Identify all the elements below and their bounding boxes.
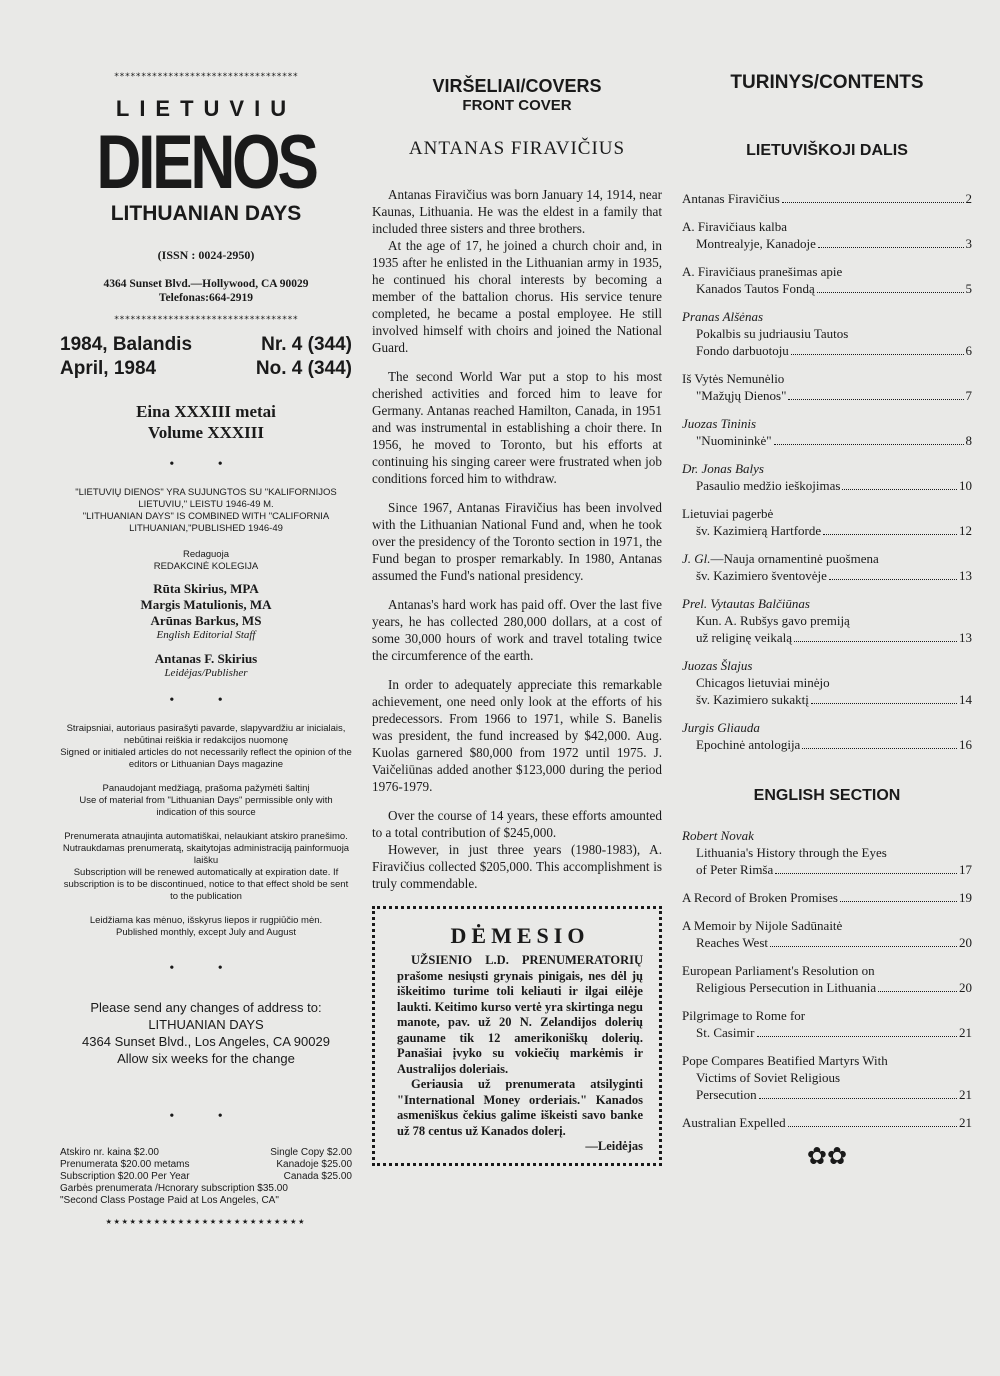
toc-page-number: 7 bbox=[965, 388, 972, 403]
toc-title: Pasaulio medžio ieškojimas bbox=[696, 478, 841, 493]
toc-entry[interactable] bbox=[682, 263, 972, 297]
article-paragraph: However, in just three years (1980-1983), A. Firavičius collected $205,000. This accomplishment is truly commendable. bbox=[372, 842, 662, 891]
toc-entry[interactable] bbox=[682, 460, 972, 494]
date-en: April, 1984 bbox=[60, 358, 157, 379]
toc-title-line: Pokalbis su judriausiu Tautos bbox=[696, 326, 849, 341]
toc-title-line: A. Firavičiaus kalba bbox=[682, 219, 788, 234]
toc-title-line: Kun. A. Rubšys gavo premiją bbox=[696, 613, 850, 628]
toc-title-line: —Nauja ornamentinė puošmena bbox=[710, 551, 879, 566]
article-paragraph: Antanas's hard work has paid off. Over the last five years, he has collected 280,000 dollars, at a cost of some 30,000 hours of work and travel totaling twice the circumference of the earth. bbox=[372, 597, 662, 663]
editorial-staff bbox=[60, 581, 352, 629]
publisher-role: Leidėjas/Publisher bbox=[164, 667, 248, 679]
toc-page-number: 20 bbox=[959, 935, 972, 950]
toc-page-number: 20 bbox=[959, 980, 972, 995]
toc-entry[interactable] bbox=[682, 657, 972, 708]
price-row: Subscription $20.00 Per Year Canada $25.00 bbox=[60, 1171, 352, 1182]
toc-title: A Record of Broken Promises bbox=[682, 890, 838, 905]
dot-separator: • • bbox=[169, 961, 243, 976]
issue-number-en: No. 4 (344) bbox=[255, 358, 352, 379]
address-change-line: Please send any changes of address to: bbox=[90, 1000, 322, 1015]
star-rule-2: ********************************** bbox=[113, 315, 299, 325]
price-row: "Second Class Postage Paid at Los Angeles, CA" bbox=[60, 1195, 279, 1206]
price-row: Prenumerata $20.00 metams Kanadoje $25.00 bbox=[60, 1159, 352, 1170]
issue-number-lt: Nr. 4 (344) bbox=[261, 334, 352, 355]
toc-page-number: 16 bbox=[959, 737, 972, 752]
toc-entry[interactable] bbox=[682, 962, 972, 996]
volume-block bbox=[60, 401, 352, 443]
toc-title: "Nuomininkė" bbox=[696, 433, 772, 448]
contents-heading: TURINYS/CONTENTS bbox=[730, 72, 924, 93]
phone: Telefonas:664-2919 bbox=[158, 292, 254, 304]
toc-title: Epochinė antologija bbox=[696, 737, 801, 752]
source-en: Use of material from "Lithuanian Days" permissible only with indication of this source bbox=[79, 795, 333, 818]
toc-entry[interactable] bbox=[682, 370, 972, 404]
toc-leader bbox=[788, 1126, 957, 1127]
toc-leader bbox=[770, 946, 957, 947]
toc-leader bbox=[817, 292, 964, 293]
notice-paragraph: UŽSIENIO L.D. PRENUMERATORIŲ prašome nesiųsti grynais pinigais, nes dėl jų iškeitimo turime toli keliauti ir ilgai eilėje laukti. Keitimo kurso vertė yra skirtinga negu manote, pav. už 20 N. Zelandijos dolerių gauname tik 12 amerikoniškų dolerių. Panašiai įvyko su vokiečių markėmis ir Australijos doleriais. bbox=[397, 953, 643, 1076]
address-change-line: Allow six weeks for the change bbox=[117, 1051, 295, 1066]
toc-entry[interactable] bbox=[682, 1114, 972, 1131]
article-paragraph: In order to adequately appreciate this remarkable achievement, one need only look at the efforts of his predecessors. From 1966 to 1971, while S. Banelis was president, the fund increased by $42,000. Aug. Kuolas garnered $80,000 from 1972 until 1975. J. Vaičeliūnas added another $123,000 during the period 1976-1979. bbox=[372, 677, 662, 794]
covers-column bbox=[372, 0, 662, 1166]
date-lt: 1984, Balandis bbox=[60, 334, 193, 355]
price-row: Garbės prenumerata /Hcnorary subscription $35.00 bbox=[60, 1183, 288, 1194]
toc-leader bbox=[823, 534, 957, 535]
notice-signature: —Leidėjas bbox=[585, 1139, 643, 1153]
toc-title-line: Victims of Soviet Religious bbox=[696, 1070, 841, 1085]
source-lt: Panaudojant medžiagą, prašoma pažymėti šaltinį bbox=[102, 783, 310, 794]
combined-lt: "LIETUVIŲ DIENOS" YRA SUJUNGTOS SU "KALIFORNIJOS LIETUVIU," LEISTU 1946-49 M. bbox=[75, 487, 337, 510]
toc-entry[interactable] bbox=[682, 505, 972, 539]
toc-leader bbox=[842, 489, 957, 490]
disclaimer-lt: Straipsniai, autoriaus pasirašyti pavarde, slapyvardžiu ar inicialais, nebūtinai reiškia ir redakcijos nuomonę bbox=[66, 723, 346, 746]
toc-page-number: 8 bbox=[965, 433, 972, 448]
publication-schedule bbox=[60, 915, 352, 939]
toc-title-line: A Memoir by Nijole Sadūnaitė bbox=[682, 918, 843, 933]
toc-leader bbox=[794, 641, 957, 642]
masthead-column bbox=[60, 0, 352, 1227]
address-block bbox=[60, 277, 352, 305]
star-rule-bottom: ★★★★★★★★★★★★★★★★★★★★★★★★★ bbox=[105, 1217, 307, 1227]
dot-separator: • • bbox=[169, 457, 243, 472]
redaguoja: Redaguoja bbox=[183, 549, 229, 560]
subscription-notice bbox=[60, 831, 352, 903]
toc-title: Fondo darbuotoju bbox=[696, 343, 789, 358]
toc-title: Montrealyje, Kanadoje bbox=[696, 236, 816, 251]
toc-title: Persecution bbox=[696, 1087, 757, 1102]
en-contents-list bbox=[682, 827, 972, 1131]
subscription-en: Subscription will be renewed automatically at expiration date. If subscription is to be discontinued, notice to that effect shold be sent to the publication bbox=[63, 867, 349, 902]
toc-author: Prel. Vytautas Balčiūnas bbox=[682, 596, 810, 611]
toc-leader bbox=[811, 703, 957, 704]
toc-title: Kanados Tautos Fondą bbox=[696, 281, 815, 296]
star-rule: ********************************** bbox=[113, 72, 299, 82]
article-paragraph: The second World War put a stop to his most cherished activities and forced him to leave for Germany. Antanas reached Hamilton, Canada, in 1951 and was instrumental in establishing a choir there. In 1956, he moved to Toronto, but his efforts at continuing his singing career were frustrated when job conditions forced him to withdraw. bbox=[372, 369, 662, 486]
toc-page-number: 6 bbox=[965, 343, 972, 358]
toc-title: Australian Expelled bbox=[682, 1115, 786, 1130]
article-paragraph: Since 1967, Antanas Firavičius has been involved with the Lithuanian National Fund and, when he took over the presidency of the Toronto section in 1971, the Fund began to prosper remarkably. In 1980, Antanas assumed the Fund's national presidency. bbox=[372, 500, 662, 583]
toc-author: Jurgis Gliauda bbox=[682, 720, 760, 735]
toc-page-number: 17 bbox=[959, 862, 972, 877]
disclaimer-en: Signed or initialed articles do not necessarily reflect the opinion of the editors or Lithuanian Days magazine bbox=[60, 747, 352, 770]
toc-title-line: Lietuviai pagerbė bbox=[682, 506, 774, 521]
subscription-lt: Prenumerata atnaujinta automatiškai, nelaukiant atskiro pranešimo. Nutraukdamas prenumeratą, skaitytojas administraciją painformuoja laišku bbox=[62, 831, 350, 866]
staff-member: Arūnas Barkus, MS bbox=[150, 613, 262, 628]
toc-page-number: 19 bbox=[959, 890, 972, 905]
toc-entry[interactable] bbox=[682, 917, 972, 951]
lt-section-heading: LIETUVIŠKOJI DALIS bbox=[746, 142, 908, 159]
toc-leader bbox=[759, 1098, 957, 1099]
price-row: Atskiro nr. kaina $2.00 Single Copy $2.00 bbox=[60, 1147, 352, 1158]
toc-author: Robert Novak bbox=[682, 828, 754, 843]
toc-title: Antanas Firavičius bbox=[682, 191, 780, 206]
toc-author: J. Gl. bbox=[682, 551, 711, 566]
lt-contents-list bbox=[682, 190, 972, 753]
article-title: ANTANAS FIRAVIČIUS bbox=[408, 138, 626, 159]
address: 4364 Sunset Blvd.—Hollywood, CA 90029 bbox=[103, 278, 309, 290]
article-paragraph: At the age of 17, he joined a church choir and, in 1935 after he enlisted in the Lithuanian army in 1935, he continued his choral interests by becoming a member of the battalion chorus. His service tenure completed, he became a postal employee. He still involved himself with choirs and joined the National Guard. bbox=[372, 238, 662, 355]
publisher: Antanas F. Skirius bbox=[154, 651, 258, 666]
covers-heading: VIRŠELIAI/COVERS bbox=[432, 76, 602, 96]
toc-leader bbox=[829, 579, 957, 580]
source-notice bbox=[60, 783, 352, 819]
price-list bbox=[60, 1147, 352, 1207]
toc-leader bbox=[840, 901, 957, 902]
address-change-line: 4364 Sunset Blvd., Los Angeles, CA 90029 bbox=[82, 1034, 330, 1049]
toc-author: Juozas Šlajus bbox=[682, 658, 753, 673]
toc-entry[interactable] bbox=[682, 415, 972, 449]
toc-entry[interactable] bbox=[682, 218, 972, 252]
toc-page-number: 5 bbox=[965, 281, 972, 296]
toc-entry[interactable] bbox=[682, 889, 972, 906]
masthead-logo: DIENOS bbox=[96, 120, 316, 205]
address-change-line: LITHUANIAN DAYS bbox=[148, 1017, 264, 1032]
dot-separator: • • bbox=[169, 1109, 243, 1124]
eina: Eina XXXIII metai bbox=[136, 402, 276, 421]
combined-en: "LITHUANIAN DAYS" IS COMBINED WITH "CALIFORNIA LITHUANIAN,"PUBLISHED 1946-49 bbox=[82, 511, 330, 534]
toc-page-number: 21 bbox=[959, 1087, 972, 1102]
toc-author: Dr. Jonas Balys bbox=[682, 461, 764, 476]
toc-page-number: 3 bbox=[965, 236, 972, 251]
flower-ornament-icon: ✿✿ bbox=[806, 1144, 848, 1170]
front-cover-heading: FRONT COVER bbox=[462, 97, 572, 114]
article-paragraph: Over the course of 14 years, these efforts amounted to a total contribution of $245,000. bbox=[372, 808, 662, 840]
schedule-lt: Leidžiama kas mėnuo, išskyrus liepos ir rugpiūčio mėn. bbox=[89, 915, 323, 926]
combined-notice bbox=[60, 487, 352, 535]
address-change bbox=[60, 999, 352, 1067]
schedule-en: Published monthly, except July and August bbox=[116, 927, 296, 938]
article-paragraph: Antanas Firavičius was born January 14, 1914, near Kaunas, Lithuania. He was the eldest in a family that included three sisters and three brothers. bbox=[372, 187, 662, 236]
toc-page-number: 10 bbox=[959, 478, 972, 493]
staff-member: Rūta Skirius, MPA bbox=[153, 581, 259, 596]
toc-leader bbox=[782, 202, 964, 203]
toc-leader bbox=[775, 873, 957, 874]
toc-title: St. Casimir bbox=[696, 1025, 755, 1040]
notice-box bbox=[372, 906, 662, 1166]
notice-title: DĖMESIO bbox=[450, 923, 590, 948]
toc-entry[interactable] bbox=[682, 1007, 972, 1041]
toc-title-line: Lithuania's History through the Eyes bbox=[696, 845, 887, 860]
issue-date-block bbox=[60, 333, 352, 381]
toc-title: of Peter Rimša bbox=[696, 862, 774, 877]
toc-leader bbox=[802, 748, 957, 749]
dot-separator: • • bbox=[169, 693, 243, 708]
toc-title-line: Iš Vytės Nemunėlio bbox=[682, 371, 785, 386]
toc-entry[interactable] bbox=[682, 1052, 972, 1103]
toc-entry[interactable] bbox=[682, 827, 972, 878]
toc-leader bbox=[774, 444, 964, 445]
disclaimer bbox=[60, 723, 352, 771]
toc-page-number: 21 bbox=[959, 1115, 972, 1130]
masthead-lithuanian-days: LITHUANIAN DAYS bbox=[110, 202, 302, 225]
toc-entry[interactable] bbox=[682, 550, 972, 584]
toc-page-number: 13 bbox=[959, 630, 972, 645]
toc-title: šv. Kazimiero sukaktį bbox=[696, 692, 809, 707]
toc-title-line: Chicagos lietuviai minėjo bbox=[696, 675, 830, 690]
toc-author: Juozas Tininis bbox=[682, 416, 757, 431]
toc-page-number: 14 bbox=[959, 692, 972, 707]
kolegija: REDAKCINĖ KOLEGIJA bbox=[153, 561, 259, 572]
toc-page-number: 12 bbox=[959, 523, 972, 538]
toc-title: Religious Persecution in Lithuania bbox=[696, 980, 877, 995]
toc-author: Pranas Alšėnas bbox=[682, 309, 764, 324]
toc-entry[interactable] bbox=[682, 190, 972, 207]
toc-title: Reaches West bbox=[696, 935, 768, 950]
toc-page-number: 2 bbox=[965, 191, 972, 206]
toc-leader bbox=[791, 354, 964, 355]
toc-entry[interactable] bbox=[682, 719, 972, 753]
toc-entry[interactable] bbox=[682, 308, 972, 359]
toc-leader bbox=[788, 399, 963, 400]
toc-title-line: Pilgrimage to Rome for bbox=[682, 1008, 806, 1023]
staff-role: English Editorial Staff bbox=[156, 629, 256, 641]
toc-page-number: 21 bbox=[959, 1025, 972, 1040]
en-section-heading: ENGLISH SECTION bbox=[753, 787, 901, 804]
toc-title-line: A. Firavičiaus pranešimas apie bbox=[682, 264, 843, 279]
staff-member: Margis Matulionis, MA bbox=[140, 597, 272, 612]
masthead-lietuviu: LIETUVIU bbox=[115, 96, 297, 121]
toc-leader bbox=[878, 991, 957, 992]
toc-leader bbox=[757, 1036, 957, 1037]
toc-title-line: Pope Compares Beatified Martyrs With bbox=[682, 1053, 888, 1068]
issn: (ISSN : 0024-2950) bbox=[157, 248, 255, 262]
volume: Volume XXXIII bbox=[147, 423, 265, 442]
toc-entry[interactable] bbox=[682, 595, 972, 646]
toc-title: "Mažųjų Dienos" bbox=[696, 388, 787, 403]
contents-column bbox=[682, 0, 972, 1171]
toc-page-number: 13 bbox=[959, 568, 972, 583]
notice-paragraph: Geriausia už prenumerata atsilyginti "International Money orderiais." Kanados asmeniškus čekius galime iškeisti savo banke už 78 centus už Kanados dolerį. bbox=[397, 1077, 643, 1138]
toc-title: šv. Kazimierą Hartforde bbox=[696, 523, 822, 538]
toc-title: už religinę veikalą bbox=[696, 630, 793, 645]
toc-leader bbox=[818, 247, 964, 248]
toc-title: šv. Kazimiero šventovėje bbox=[696, 568, 827, 583]
toc-title-line: European Parliament's Resolution on bbox=[682, 963, 875, 978]
